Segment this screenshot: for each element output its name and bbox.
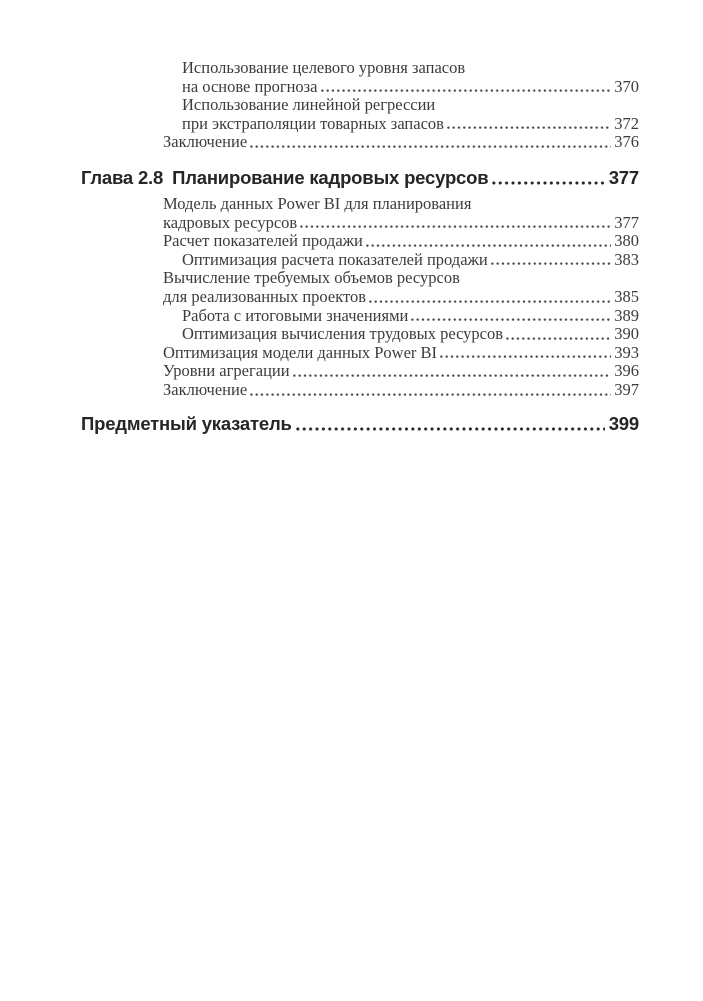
toc-line — [182, 251, 639, 270]
toc-entry — [163, 362, 639, 381]
dot-leader — [293, 373, 612, 378]
dot-leader — [440, 354, 611, 359]
toc-entry — [163, 232, 639, 251]
page-number: 376 — [614, 132, 639, 152]
page-number: 372 — [614, 113, 639, 133]
dot-leader — [321, 88, 612, 93]
toc-entry — [182, 325, 639, 344]
toc-line — [81, 411, 639, 436]
toc-line — [163, 133, 639, 152]
page-number: 396 — [614, 361, 639, 381]
toc-entry-text: Модель данных Power BI для планирования — [163, 193, 472, 213]
dot-leader — [447, 125, 611, 130]
dot-leader — [369, 299, 611, 304]
toc-entry-text: Заключение — [163, 132, 248, 152]
toc-line — [182, 307, 639, 326]
toc-entry — [163, 269, 639, 306]
toc-entry-text: Заключение — [163, 379, 248, 399]
page-number: 390 — [614, 324, 639, 344]
chapter-heading-row — [81, 165, 639, 190]
toc-entry-text: Вычисление требуемых объемов ресурсов — [163, 268, 460, 288]
dot-leader — [491, 261, 611, 266]
toc-entry — [163, 195, 639, 232]
toc-entry — [182, 59, 639, 96]
dot-leader — [492, 180, 604, 186]
dot-leader — [366, 243, 611, 248]
dot-leader — [296, 426, 605, 432]
page-number: 399 — [608, 412, 639, 434]
toc-line — [182, 325, 639, 344]
toc-line — [163, 362, 639, 381]
page-number: 370 — [614, 76, 639, 96]
toc-heading-title: Предметный указатель — [81, 412, 292, 434]
toc-entry — [163, 381, 639, 400]
toc-entry-text: при экстраполяции товарных запасов — [182, 113, 444, 133]
toc-entry-text: Использование линейной регрессии — [182, 95, 436, 115]
page-number: 380 — [614, 231, 639, 251]
page-number: 385 — [614, 286, 639, 306]
dot-leader — [506, 336, 611, 341]
toc-entry-text: Работа с итоговыми значениями — [182, 305, 409, 325]
toc-entry-text: для реализованных проектов — [163, 286, 367, 306]
toc-entry-text: Оптимизация вычисления трудовых ресурсов — [182, 324, 504, 344]
toc-entry-text: на основе прогноза — [182, 76, 318, 96]
toc-entry-text: Оптимизация расчета показателей продажи — [182, 249, 488, 269]
toc-entry — [182, 251, 639, 270]
page-number: 377 — [614, 212, 639, 232]
toc-entry — [182, 307, 639, 326]
dot-leader — [411, 317, 611, 322]
toc-entry — [163, 344, 639, 363]
toc-entry-text: Использование целевого уровня запасов — [182, 58, 466, 77]
dot-leader — [250, 392, 611, 397]
toc-line — [182, 115, 639, 134]
page-number: 397 — [614, 379, 639, 399]
toc-line — [163, 288, 639, 307]
toc-entry-text: Уровни агрегации — [163, 361, 290, 381]
toc-entry-text: Расчет показателей продажи — [163, 231, 363, 251]
dot-leader — [300, 224, 611, 229]
page-number: 393 — [614, 342, 639, 362]
toc-line — [163, 381, 639, 400]
toc-list — [81, 59, 639, 436]
page-number: 389 — [614, 305, 639, 325]
toc-line — [163, 344, 639, 363]
toc-line — [182, 78, 639, 97]
page-number: 383 — [614, 249, 639, 269]
toc-entry — [163, 133, 639, 152]
dot-leader — [250, 144, 611, 149]
index-heading-row — [81, 411, 639, 436]
toc-line — [163, 232, 639, 251]
toc-heading-title: Планирование кадровых ресурсов — [172, 166, 489, 188]
toc-line — [163, 214, 639, 233]
toc-line — [172, 165, 639, 190]
chapter-number-label: Глава 2.8 — [81, 166, 164, 188]
toc-entry — [182, 96, 639, 133]
toc-entry-text: Оптимизация модели данных Power BI — [163, 342, 438, 362]
page-number: 377 — [608, 166, 639, 188]
toc-entry-text: кадровых ресурсов — [163, 212, 298, 232]
